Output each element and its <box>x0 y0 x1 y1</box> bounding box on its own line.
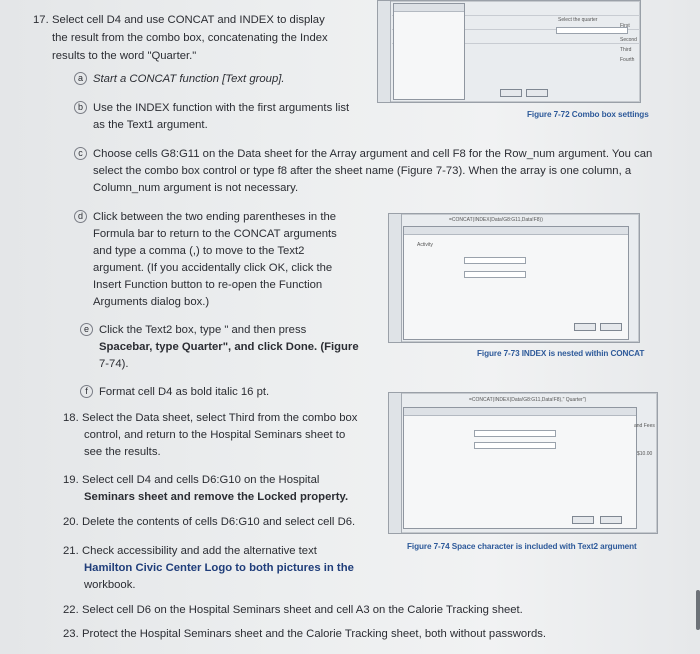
cancel-button <box>600 323 622 331</box>
step-17e-line-3: 7-74). <box>99 358 129 370</box>
step-17-line-3: results to the word "Quarter." <box>52 50 197 62</box>
dialog-title-bar <box>404 227 628 235</box>
formula-bar: =CONCAT(INDEX(Data!G8:G11,Data!F8)," Quarter") <box>469 397 587 403</box>
step-22 <box>63 602 523 619</box>
sheet-list <box>389 393 402 533</box>
sub-letter: e <box>80 323 93 336</box>
step-17b <box>74 100 349 117</box>
function-arguments-dialog <box>403 407 637 529</box>
step-18-line-2: control, and return to the Hospital Seminars sheet to <box>84 429 346 441</box>
figure-7-73-screenshot <box>388 213 640 343</box>
sub-text: Format cell D4 as bold italic 16 pt. <box>99 386 270 398</box>
array-field <box>464 257 526 264</box>
step-number: 17. <box>33 14 49 26</box>
step-text: Check accessibility and add the alternative text <box>82 545 317 557</box>
sub-letter: a <box>74 72 87 85</box>
step-19-line-2: Seminars sheet and remove the Locked property. <box>84 491 349 503</box>
binder-edge <box>696 590 700 630</box>
figure-7-74-screenshot <box>388 392 658 534</box>
step-21-line-3: workbook. <box>84 579 136 591</box>
step-number: 21. <box>63 545 79 557</box>
step-number: 22. <box>63 604 79 616</box>
sub-text: Choose cells G8:G11 on the Data sheet for the Array argument and cell F8 for the Row_num argument. You can <box>93 148 653 160</box>
ok-button <box>574 323 596 331</box>
activity-label: Activity <box>417 242 433 248</box>
step-text: Select the Data sheet, select Third from the combo box <box>82 412 358 424</box>
cancel-button <box>526 89 548 97</box>
combo-prompt: Select the quarter <box>558 17 598 23</box>
combo-item-fourth: Fourth <box>620 57 635 63</box>
step-17d-line-3: and type a comma (,) to move to the Text2 <box>93 245 305 257</box>
combo-item-first: First <box>620 23 630 29</box>
dialog-title-bar <box>404 408 636 416</box>
amount-cell: $10.00 <box>637 451 653 457</box>
step-17d-line-5: Insert Function button to re-open the Function <box>93 279 323 291</box>
sub-letter: b <box>74 101 87 114</box>
step-17b-line-2: as the Text1 argument. <box>93 119 208 131</box>
text1-field <box>474 430 556 437</box>
step-text: Select cell D6 on the Hospital Seminars sheet and cell A3 on the Calorie Tracking sheet. <box>82 604 523 616</box>
figure-7-73-caption: Figure 7-73 INDEX is nested within CONCAT <box>477 349 645 358</box>
step-number: 20. <box>63 516 79 528</box>
step-21 <box>63 543 317 560</box>
step-17e <box>80 322 306 339</box>
sub-letter: c <box>74 147 87 160</box>
combo-box <box>556 27 628 34</box>
function-arguments-dialog <box>403 226 629 340</box>
step-17d-line-4: argument. (If you accidentally click OK, click the <box>93 262 333 274</box>
step-23 <box>63 626 546 643</box>
text2-field <box>474 442 556 449</box>
step-21-line-2: Hamilton Civic Center Logo to both pictures in the <box>84 562 354 574</box>
step-17d <box>74 209 336 226</box>
combo-item-third: Third <box>620 47 632 53</box>
ok-button <box>572 516 594 524</box>
step-17e-line-2: Spacebar, type Quarter", and click Done. (Figure <box>99 341 359 353</box>
step-text: Select cell D4 and use CONCAT and INDEX to display <box>52 14 325 26</box>
step-18-line-3: see the results. <box>84 446 161 458</box>
step-17c-line-3: Column_num argument is not necessary. <box>93 182 299 194</box>
step-17f <box>80 384 269 401</box>
step-19 <box>63 472 319 489</box>
step-number: 23. <box>63 628 79 640</box>
step-text: Select cell D4 and cells D6:G10 on the Hospital <box>82 474 320 486</box>
sub-text: Click the Text2 box, type " and then press <box>99 324 307 336</box>
sub-text: Start a CONCAT function [Text group]. <box>93 73 285 85</box>
format-control-dialog <box>393 3 465 100</box>
step-18 <box>63 410 357 427</box>
step-17c <box>74 146 652 163</box>
step-17d-line-2: Formula bar to return to the CONCAT arguments <box>93 228 337 240</box>
step-17d-line-6: Arguments dialog box.) <box>93 296 210 308</box>
figure-7-74-caption: Figure 7-74 Space character is included with Text2 argument <box>407 542 637 551</box>
figure-7-72-caption: Figure 7-72 Combo box settings <box>527 110 649 119</box>
sheet-list <box>378 1 391 102</box>
sub-text: Click between the two ending parentheses in the <box>93 211 337 223</box>
step-17-line-2: the result from the combo box, concatenating the Index <box>52 32 328 44</box>
dialog-title-bar <box>394 4 464 12</box>
step-17c-line-2: select the combo box control or type f8 after the sheet name (Figure 7-73). When the array is one column, a <box>93 165 632 177</box>
sub-letter: d <box>74 210 87 223</box>
step-17 <box>33 12 325 29</box>
formula-bar: =CONCAT(INDEX(Data!G8:G11,Data!F8)) <box>449 217 543 223</box>
ok-button <box>500 89 522 97</box>
sub-letter: f <box>80 385 93 398</box>
sub-text: Use the INDEX function with the first arguments list <box>93 102 350 114</box>
cancel-button <box>600 516 622 524</box>
step-number: 18. <box>63 412 79 424</box>
step-number: 19. <box>63 474 79 486</box>
step-17a <box>74 71 285 88</box>
step-20 <box>63 514 355 531</box>
row-num-field <box>464 271 526 278</box>
step-text: Protect the Hospital Seminars sheet and the Calorie Tracking sheet, both without passwords. <box>82 628 547 640</box>
figure-7-72-screenshot <box>377 0 641 103</box>
combo-item-second: Second <box>620 37 637 43</box>
sheet-list <box>389 214 402 342</box>
fees-column-label: and Fees <box>634 423 655 429</box>
step-text: Delete the contents of cells D6:G10 and select cell D6. <box>82 516 356 528</box>
